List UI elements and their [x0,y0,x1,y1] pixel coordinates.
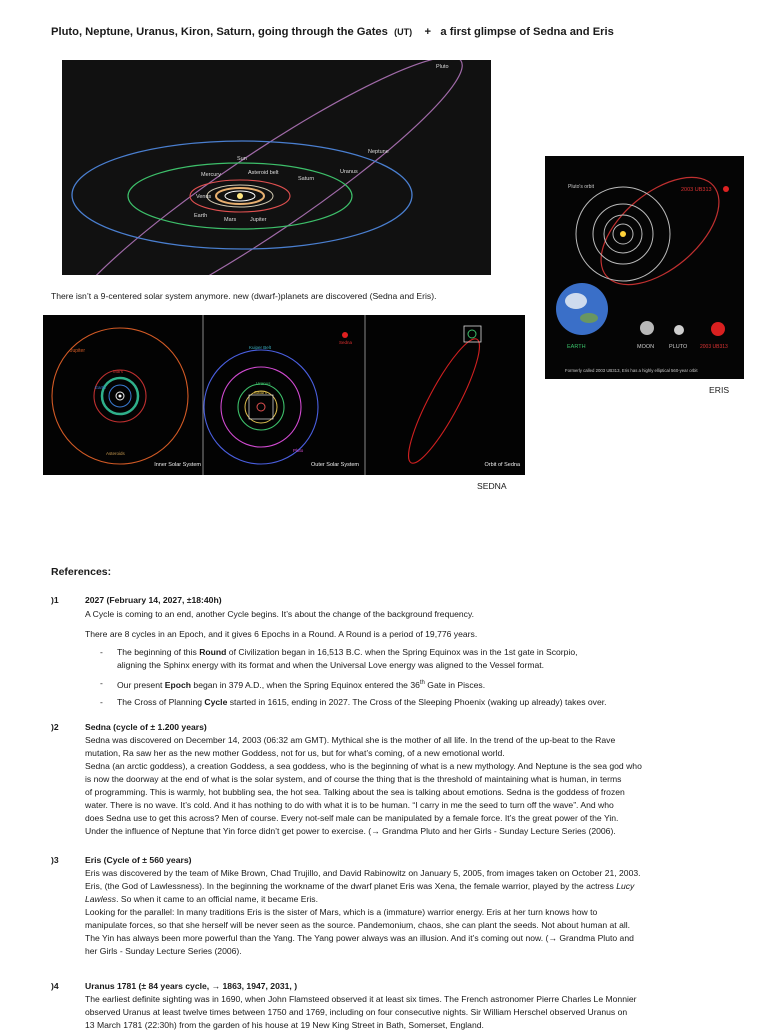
sedna-p1-asteroids: Asteroids [106,451,125,456]
eris-label-plutos-orbit: Pluto's orbit [568,184,594,190]
sedna-p2-corner: Outer Solar System [311,462,359,468]
sedna-p2-sedna: Sedna [339,340,353,345]
sedna-p2-saturn: Saturn [254,390,268,395]
ref3-number: )3 [51,855,59,865]
ref1-p2: There are 8 cycles in an Epoch, and it gives 6 Epochs in a Round. A Round is a period of 19,776 years. [85,629,478,639]
eris-label-pluto: PLUTO [669,344,688,350]
label-neptune: Neptune [368,149,389,155]
ref1-p1: A Cycle is coming to an end, another Cycle begins. It’s about the change of the background frequency. [85,609,475,619]
sedna-figure [43,315,525,475]
ref2-line: of programming. This is warmly, hot bubbling sea, the hot sea. Talking about the sea is talking about emotions. Sedna is the goddess of frozen [85,787,625,797]
caption-main: There isn’t a 9-centered solar system anymore. new (dwarf-)planets are discovered (Sedna and Eris). [51,291,437,301]
title-ut: (UT) [394,27,413,37]
ref3-line: manipulate forces, so that she herself will be never seen as the source. Pandemonium, chaos, she can plant the seeds. Not about human at all. [85,920,631,930]
label-sun: Sun [237,156,247,162]
eris-label-earth: EARTH [567,344,586,350]
ref2-number: )2 [51,722,59,732]
references-heading: References: [51,566,112,578]
ref2-line: water. There is no wave. It’s cold. And it has nothing to do with what it is to be human. “I carry in me the seed to turn off the wave”. And who [85,800,614,810]
ref2-line: Sedna was discovered on December 14, 2003 (06:32 am GMT). Mythical she is the mother of all life. In the trend of the up-beat to the Rave [85,735,616,745]
ref2-line: Sedna (an arctic goddess), a creation Goddess, a sea goddess, who is the beginning of what is a new mythology. And Neptune is the sea god who [85,761,642,771]
label-uranus: Uranus [340,169,358,175]
sedna-p3-corner: Orbit of Sedna [484,462,520,468]
ref2-line: does Sedna use to get this across? Men of course. Every not-self male can be manipulated by a female force. It’s the great power of the Yin. [85,813,619,823]
label-jupiter: Jupiter [250,217,267,223]
ref3-line: Eris, (the God of Lawlessness). In the beginning the workname of the dwarf planet Eris was Xena, the female warrior, played by the actress Lucy [85,881,635,891]
ref3-heading: Eris (Cycle of ± 560 years) [85,855,192,865]
label-asteroid-belt: Asteroid belt [248,170,279,176]
label-mars: Mars [224,217,237,223]
sedna-p1-corner: Inner Solar System [154,462,201,468]
ref1-heading: 2027 (February 14, 2027, ±18:40h) [85,595,222,605]
ref2-line: is now the doorway at the end of what is the solar system, and of course the thing that is the threshold of maintaining what is human, in terms [85,774,622,784]
eris-label-ub313-small: 2003 UB313 [700,344,728,350]
ref4-line: observed Uranus at least twelve times between 1750 and 1769, including on four consecutive nights. Sir William Herschel observed Uranus on [85,1007,628,1017]
sedna-p1-earth: Earth [95,385,106,390]
label-pluto: Pluto [436,64,449,70]
ref4-line: The earliest definite sighting was in 1690, when John Flamsteed observed it at least six times. The French astronomer Pierre Charles Le Monnier [85,994,637,1004]
ref3-line: The Yin has always been more powerful than the Yang. The Yang power always was an illusion. And it’s coming out now. (→ Grandma Pluto and [85,933,634,943]
eris-footer: Formerly called 2003 UB313, Eris has a highly elliptical 560-year orbit [565,368,698,373]
sedna-p2-uranus: Uranus [256,381,271,386]
sedna-p1-jupiter: Jupiter [70,348,86,354]
ref4-line: 13 March 1781 (22:30h) from the garden of his house at 19 New King Street in Bath, Somerset, England. [85,1020,484,1030]
page-title [51,26,614,38]
label-saturn: Saturn [298,176,315,182]
ref3-line: Eris was discovered by the team of Mike Brown, Chad Trujillo, and David Rabinowitz on January 5, 2005, from images taken on October 21, 2003. [85,868,641,878]
title-main: Pluto, Neptune, Uranus, Kiron, Saturn, going through the Gates [51,26,388,38]
sedna-p1-mars: Mars [113,369,123,374]
title-tail: a first glimpse of Sedna and Eris [440,26,614,38]
ref3-line: Looking for the parallel: In many traditions Eris is the sister of Mars, which is a (immature) warrior energy. Eris at her turn knows how to [85,907,598,917]
ref4-heading: Uranus 1781 (± 84 years cycle, → 1863, 1947, 2031, ) [85,981,298,991]
sedna-p2-pluto: Pluto [293,448,304,453]
caption-eris: ERIS [709,385,730,395]
eris-label-moon: MOON [637,344,655,350]
eris-label-ub313: 2003 UB313 [681,187,712,193]
ref4-number: )4 [51,981,59,991]
ref2-heading: Sedna (cycle of ± 1.200 years) [85,722,207,732]
eris-figure [545,156,744,379]
title-plus: + [424,26,432,38]
ref1-number: )1 [51,595,59,605]
sedna-p2-kuiper: Kuiper Belt [249,345,272,350]
label-mercury: Mercury [201,172,221,178]
solar-system-figure [62,60,491,275]
caption-sedna: SEDNA [477,481,507,491]
ref2-line: mutation, Ra saw her as the new mother Goddess, not for us, but for what’s coming, of a new emotional world. [85,748,505,758]
label-earth: Earth [194,213,208,219]
ref3-line: her Girls - Sunday Lecture Series (2006). [85,946,242,956]
ref2-line: Under the influence of Neptune that Yin force didn’t get power to exercise. (→ Grandma Pluto and her Girls - Sunday Lecture Series (2006). [85,826,616,836]
ref3-line: Lawless. So when it came to an official name, it became Eris. [85,894,318,904]
label-venus: Venus [196,194,212,200]
